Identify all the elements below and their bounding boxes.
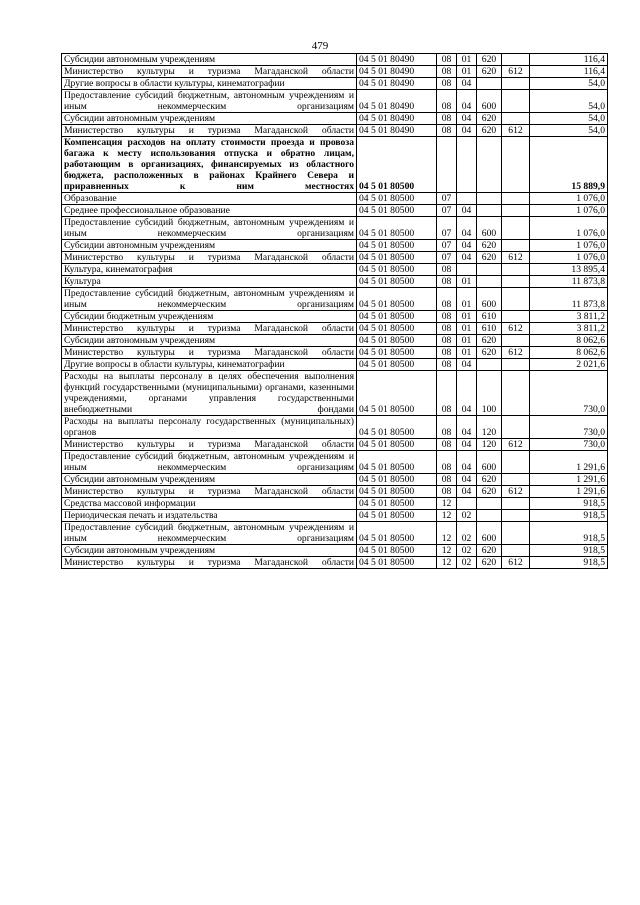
target-article-code: 04 5 01 80500: [357, 335, 437, 347]
subsection-code: 04: [457, 371, 477, 416]
subsection-code: 02: [457, 557, 477, 569]
row-name: Культура: [62, 276, 357, 288]
budget-table-body: [62, 54, 608, 569]
expense-type-code: 620: [477, 240, 502, 252]
expense-type-code: 600: [477, 288, 502, 311]
row-name: Министерство культуры и туризма Магаданской области: [62, 347, 357, 359]
expense-type-code: [477, 510, 502, 522]
target-article-code: 04 5 01 80500: [357, 193, 437, 205]
subsection-code: 01: [457, 311, 477, 323]
amount: 918,5: [530, 522, 608, 545]
subsection-code: 01: [457, 66, 477, 78]
expense-type-code: 620: [477, 252, 502, 264]
target-article-code: 04 5 01 80500: [357, 311, 437, 323]
table-row: [62, 545, 608, 557]
table-row: [62, 54, 608, 66]
table-row: [62, 252, 608, 264]
main-administrator-code: 612: [502, 439, 530, 451]
section-code: 08: [437, 113, 457, 125]
row-name: Министерство культуры и туризма Магаданской области: [62, 252, 357, 264]
row-name: Расходы на выплаты персоналу государственных (муниципальных) органов: [62, 416, 357, 439]
amount: 918,5: [530, 498, 608, 510]
main-administrator-code: [502, 113, 530, 125]
expense-type-code: 620: [477, 125, 502, 137]
subsection-code: 04: [457, 252, 477, 264]
section-code: [437, 137, 457, 193]
expense-type-code: 610: [477, 311, 502, 323]
expense-type-code: [477, 205, 502, 217]
amount: 1 291,6: [530, 474, 608, 486]
target-article-code: 04 5 01 80500: [357, 486, 437, 498]
expense-type-code: 100: [477, 371, 502, 416]
row-name: Культура, кинематография: [62, 264, 357, 276]
table-row: [62, 78, 608, 90]
amount: 116,4: [530, 54, 608, 66]
amount: 54,0: [530, 78, 608, 90]
expense-type-code: 620: [477, 486, 502, 498]
target-article-code: 04 5 01 80490: [357, 113, 437, 125]
subsection-code: [457, 498, 477, 510]
target-article-code: 04 5 01 80500: [357, 522, 437, 545]
table-row: [62, 217, 608, 240]
expense-type-code: 620: [477, 557, 502, 569]
target-article-code: 04 5 01 80500: [357, 323, 437, 335]
subsection-code: 01: [457, 54, 477, 66]
subsection-code: 04: [457, 78, 477, 90]
expense-type-code: [477, 78, 502, 90]
subsection-code: 04: [457, 474, 477, 486]
section-code: 08: [437, 416, 457, 439]
expense-type-code: [477, 264, 502, 276]
subsection-code: 04: [457, 205, 477, 217]
section-code: 08: [437, 439, 457, 451]
row-name: Периодическая печать и издательства: [62, 510, 357, 522]
main-administrator-code: [502, 451, 530, 474]
main-administrator-code: [502, 522, 530, 545]
target-article-code: 04 5 01 80500: [357, 474, 437, 486]
target-article-code: 04 5 01 80490: [357, 66, 437, 78]
main-administrator-code: [502, 335, 530, 347]
amount: 8 062,6: [530, 335, 608, 347]
section-code: 08: [437, 66, 457, 78]
section-code: 07: [437, 205, 457, 217]
expense-type-code: 620: [477, 54, 502, 66]
amount: 3 811,2: [530, 311, 608, 323]
table-row: [62, 205, 608, 217]
section-code: 08: [437, 264, 457, 276]
section-code: 08: [437, 451, 457, 474]
section-code: 08: [437, 125, 457, 137]
target-article-code: 04 5 01 80500: [357, 498, 437, 510]
expense-type-code: [477, 359, 502, 371]
main-administrator-code: [502, 288, 530, 311]
amount: 1 076,0: [530, 252, 608, 264]
row-name: Расходы на выплаты персоналу в целях обеспечения выполнения функций государственными (муниципальными) органами, казенными учреждениями, органами управления государственными внебюджетными фондами: [62, 371, 357, 416]
amount: 730,0: [530, 371, 608, 416]
target-article-code: 04 5 01 80490: [357, 78, 437, 90]
section-code: 08: [437, 311, 457, 323]
table-row: [62, 90, 608, 113]
expense-type-code: [477, 276, 502, 288]
amount: 730,0: [530, 439, 608, 451]
row-name: Субсидии автономным учреждениям: [62, 240, 357, 252]
amount: 2 021,6: [530, 359, 608, 371]
subsection-code: 01: [457, 323, 477, 335]
expense-type-code: 620: [477, 545, 502, 557]
row-name: Предоставление субсидий бюджетным, автономным учреждениям и иным некоммерческим организациям: [62, 451, 357, 474]
row-name: Предоставление субсидий бюджетным, автономным учреждениям и иным некоммерческим организациям: [62, 522, 357, 545]
table-row: [62, 288, 608, 311]
section-code: 08: [437, 288, 457, 311]
amount: 54,0: [530, 113, 608, 125]
target-article-code: 04 5 01 80500: [357, 205, 437, 217]
expense-type-code: [477, 137, 502, 193]
table-row: [62, 311, 608, 323]
table-row: [62, 359, 608, 371]
budget-table: [61, 53, 608, 569]
target-article-code: 04 5 01 80490: [357, 54, 437, 66]
subsection-code: [457, 137, 477, 193]
main-administrator-code: [502, 240, 530, 252]
section-code: 08: [437, 474, 457, 486]
row-name: Министерство культуры и туризма Магаданской области: [62, 323, 357, 335]
section-code: 12: [437, 510, 457, 522]
target-article-code: 04 5 01 80500: [357, 347, 437, 359]
table-row: [62, 335, 608, 347]
section-code: 12: [437, 557, 457, 569]
table-row: [62, 522, 608, 545]
table-row: [62, 510, 608, 522]
amount: 730,0: [530, 416, 608, 439]
target-article-code: 04 5 01 80500: [357, 264, 437, 276]
subsection-code: 04: [457, 125, 477, 137]
table-row: [62, 276, 608, 288]
subsection-code: 02: [457, 510, 477, 522]
main-administrator-code: [502, 90, 530, 113]
expense-type-code: 620: [477, 66, 502, 78]
target-article-code: 04 5 01 80500: [357, 416, 437, 439]
subsection-code: 04: [457, 439, 477, 451]
subsection-code: 01: [457, 347, 477, 359]
row-name: Субсидии автономным учреждениям: [62, 545, 357, 557]
section-code: 08: [437, 347, 457, 359]
row-name: Министерство культуры и туризма Магаданской области: [62, 66, 357, 78]
target-article-code: 04 5 01 80500: [357, 439, 437, 451]
table-row: [62, 193, 608, 205]
subsection-code: 01: [457, 335, 477, 347]
amount: 1 076,0: [530, 193, 608, 205]
subsection-code: 04: [457, 486, 477, 498]
row-name: Субсидии автономным учреждениям: [62, 113, 357, 125]
row-name: Министерство культуры и туризма Магаданской области: [62, 557, 357, 569]
main-administrator-code: [502, 416, 530, 439]
amount: 11 873,8: [530, 288, 608, 311]
subsection-code: [457, 264, 477, 276]
amount: 13 895,4: [530, 264, 608, 276]
section-code: 08: [437, 90, 457, 113]
expense-type-code: [477, 498, 502, 510]
row-name: Предоставление субсидий бюджетным, автономным учреждениям и иным некоммерческим организациям: [62, 90, 357, 113]
row-name: Средства массовой информации: [62, 498, 357, 510]
expense-type-code: 600: [477, 451, 502, 474]
main-administrator-code: [502, 311, 530, 323]
section-code: 12: [437, 522, 457, 545]
expense-type-code: 620: [477, 113, 502, 125]
amount: 918,5: [530, 557, 608, 569]
main-administrator-code: [502, 193, 530, 205]
row-name: Предоставление субсидий бюджетным, автономным учреждениям и иным некоммерческим организациям: [62, 288, 357, 311]
main-administrator-code: [502, 359, 530, 371]
target-article-code: 04 5 01 80500: [357, 276, 437, 288]
subsection-code: 04: [457, 359, 477, 371]
table-row: [62, 323, 608, 335]
table-row: [62, 125, 608, 137]
row-name: Предоставление субсидий бюджетным, автономным учреждениям и иным некоммерческим организациям: [62, 217, 357, 240]
table-row: [62, 113, 608, 125]
row-name: Другие вопросы в области культуры, кинематографии: [62, 359, 357, 371]
amount: 116,4: [530, 66, 608, 78]
section-code: 08: [437, 359, 457, 371]
row-name: Субсидии автономным учреждениям: [62, 474, 357, 486]
target-article-code: 04 5 01 80500: [357, 217, 437, 240]
main-administrator-code: 612: [502, 125, 530, 137]
subsection-code: 04: [457, 113, 477, 125]
target-article-code: 04 5 01 80500: [357, 288, 437, 311]
target-article-code: 04 5 01 80500: [357, 451, 437, 474]
table-row: [62, 66, 608, 78]
section-code: 08: [437, 335, 457, 347]
row-name: Среднее профессиональное образование: [62, 205, 357, 217]
subsection-code: 04: [457, 416, 477, 439]
target-article-code: 04 5 01 80500: [357, 510, 437, 522]
target-article-code: 04 5 01 80500: [357, 545, 437, 557]
section-code: 08: [437, 486, 457, 498]
main-administrator-code: [502, 205, 530, 217]
table-row: [62, 557, 608, 569]
main-administrator-code: [502, 264, 530, 276]
amount: 54,0: [530, 125, 608, 137]
section-code: 07: [437, 193, 457, 205]
target-article-code: 04 5 01 80500: [357, 252, 437, 264]
main-administrator-code: [502, 371, 530, 416]
expense-type-code: 600: [477, 90, 502, 113]
amount: 1 076,0: [530, 205, 608, 217]
expense-type-code: [477, 193, 502, 205]
main-administrator-code: [502, 217, 530, 240]
expense-type-code: 600: [477, 522, 502, 545]
section-code: 08: [437, 276, 457, 288]
amount: 918,5: [530, 545, 608, 557]
amount: 918,5: [530, 510, 608, 522]
table-row: [62, 240, 608, 252]
subsection-code: 04: [457, 217, 477, 240]
main-administrator-code: [502, 474, 530, 486]
main-administrator-code: 612: [502, 66, 530, 78]
section-code: 07: [437, 240, 457, 252]
main-administrator-code: 612: [502, 323, 530, 335]
table-row: [62, 347, 608, 359]
row-name: Субсидии автономным учреждениям: [62, 54, 357, 66]
table-row: [62, 498, 608, 510]
subsection-code: [457, 193, 477, 205]
main-administrator-code: [502, 510, 530, 522]
target-article-code: 04 5 01 80490: [357, 125, 437, 137]
row-name: Министерство культуры и туризма Магаданской области: [62, 125, 357, 137]
table-row: [62, 439, 608, 451]
expense-type-code: 620: [477, 335, 502, 347]
target-article-code: 04 5 01 80500: [357, 371, 437, 416]
subsection-code: 01: [457, 288, 477, 311]
target-article-code: 04 5 01 80500: [357, 137, 437, 193]
amount: 15 889,9: [530, 137, 608, 193]
subsection-code: 01: [457, 276, 477, 288]
expense-type-code: 620: [477, 347, 502, 359]
expense-type-code: 120: [477, 439, 502, 451]
expense-type-code: 610: [477, 323, 502, 335]
amount: 54,0: [530, 90, 608, 113]
row-name: Субсидии автономным учреждениям: [62, 335, 357, 347]
amount: 1 076,0: [530, 217, 608, 240]
main-administrator-code: 612: [502, 347, 530, 359]
row-name: Субсидии бюджетным учреждениям: [62, 311, 357, 323]
main-administrator-code: [502, 78, 530, 90]
table-row: [62, 371, 608, 416]
main-administrator-code: [502, 276, 530, 288]
section-code: 08: [437, 371, 457, 416]
target-article-code: 04 5 01 80500: [357, 240, 437, 252]
row-name: Министерство культуры и туризма Магаданской области: [62, 439, 357, 451]
target-article-code: 04 5 01 80490: [357, 90, 437, 113]
amount: 1 076,0: [530, 240, 608, 252]
main-administrator-code: [502, 137, 530, 193]
main-administrator-code: [502, 545, 530, 557]
main-administrator-code: [502, 54, 530, 66]
expense-type-code: 600: [477, 217, 502, 240]
table-row: [62, 137, 608, 193]
amount: 3 811,2: [530, 323, 608, 335]
target-article-code: 04 5 01 80500: [357, 359, 437, 371]
table-row: [62, 264, 608, 276]
main-administrator-code: 612: [502, 252, 530, 264]
table-row: [62, 474, 608, 486]
main-administrator-code: [502, 498, 530, 510]
subsection-code: 02: [457, 545, 477, 557]
section-code: 12: [437, 498, 457, 510]
section-code: 07: [437, 217, 457, 240]
row-name: Образование: [62, 193, 357, 205]
row-name: Другие вопросы в области культуры, кинематографии: [62, 78, 357, 90]
section-code: 08: [437, 78, 457, 90]
row-name: Министерство культуры и туризма Магаданской области: [62, 486, 357, 498]
expense-type-code: 620: [477, 474, 502, 486]
subsection-code: 04: [457, 90, 477, 113]
amount: 1 291,6: [530, 451, 608, 474]
subsection-code: 04: [457, 451, 477, 474]
amount: 1 291,6: [530, 486, 608, 498]
amount: 11 873,8: [530, 276, 608, 288]
main-administrator-code: 612: [502, 486, 530, 498]
row-name: Компенсация расходов на оплату стоимости проезда и провоза багажа к месту использования отпуска и обратно лицам, работающим в организациях, финансируемых из областного бюджета, расположенных в районах Крайнего Севера и приравненных к ним местностях: [62, 137, 357, 193]
subsection-code: 04: [457, 240, 477, 252]
table-row: [62, 486, 608, 498]
page-number: 479: [311, 40, 329, 52]
main-administrator-code: 612: [502, 557, 530, 569]
section-code: 12: [437, 545, 457, 557]
expense-type-code: 120: [477, 416, 502, 439]
section-code: 08: [437, 54, 457, 66]
section-code: 07: [437, 252, 457, 264]
subsection-code: 02: [457, 522, 477, 545]
section-code: 08: [437, 323, 457, 335]
table-row: [62, 416, 608, 439]
amount: 8 062,6: [530, 347, 608, 359]
table-row: [62, 451, 608, 474]
target-article-code: 04 5 01 80500: [357, 557, 437, 569]
